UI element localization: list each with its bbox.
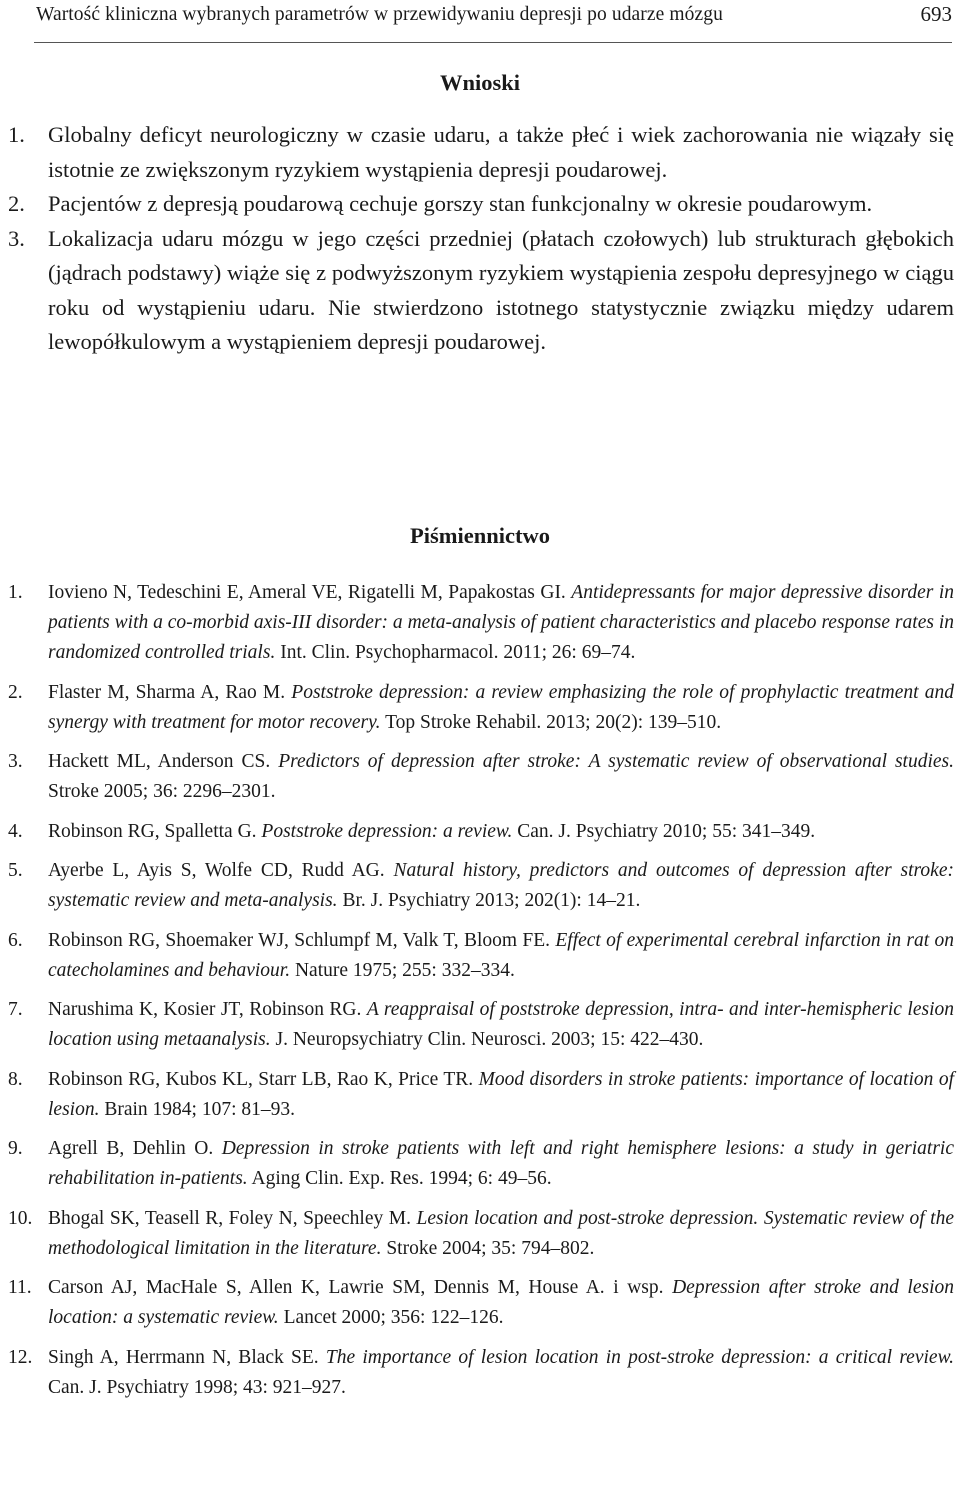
conclusion-item [8,118,954,187]
reference-source: Lancet 2000; 356: 122–126. [283,1307,504,1328]
conclusion-number: 1. [8,122,25,147]
reference-authors: Hackett ML, Anderson CS. [48,751,271,772]
conclusion-item [8,187,954,222]
reference-source: Stroke 2004; 35: 794–802. [386,1237,595,1259]
reference-title: Mood disorders in stroke patients: importance of location of lesion. [48,1068,955,1120]
reference-number: 6. [8,929,23,951]
conclusion-number: 3. [8,225,25,251]
reference-item [8,926,954,986]
reference-number: 3. [8,751,23,772]
conclusion-text: Pacjentów z depresją poudarową cechuje gorszy stan funkcjonalny w okresie poudarowym. [48,191,873,216]
reference-item [8,747,954,807]
reference-title: Effect of experimental cerebral infarction in rat on catecholamines and behaviour. [48,929,955,981]
reference-authors: Robinson RG, Kubos KL, Starr LB, Rao K, Price TR. [48,1068,474,1090]
reference-title: Poststroke depression: a review emphasizing the role of prophylactic treatment and synergy with treatment for motor recovery. [48,681,954,733]
reference-number: 2. [8,681,23,703]
reference-item [8,856,954,916]
running-header [0,0,960,42]
reference-authors: Agrell B, Dehlin O. [48,1138,214,1159]
reference-item [8,817,954,847]
reference-authors: Robinson RG, Shoemaker WJ, Schlumpf M, Valk T, Bloom FE. [48,929,551,951]
reference-number: 8. [8,1068,23,1090]
reference-source: Brain 1984; 107: 81–93. [104,1098,296,1120]
conclusions-heading: Wnioski [439,70,521,95]
reference-source: J. Neuropsychiatry Clin. Neurosci. 2003; 15: 422–430. [275,1029,704,1050]
reference-title: Antidepressants for major depressive disorder in patients with a co-morbid axis-III disorder: a meta-analysis of patient characteristics and placebo response rates in randomized controlled trials. [48,582,954,663]
reference-source: Int. Clin. Psychopharmacol. 2011; 26: 69–74. [280,642,636,663]
reference-source: Br. J. Psychiatry 2013; 202(1): 14–21. [342,890,641,911]
reference-item [8,1204,954,1264]
reference-authors: Singh A, Herrmann N, Black SE. [48,1346,319,1368]
reference-source: Can. J. Psychiatry 2010; 55: 341–349. [517,820,816,842]
reference-authors: Bhogal SK, Teasell R, Foley N, Speechley M. [48,1207,411,1229]
reference-authors: Robinson RG, Spalletta G. [48,820,257,842]
reference-number: 4. [8,820,23,842]
reference-title: Predictors of depression after stroke: A systematic review of observational studies. [278,751,955,772]
reference-number: 12. [8,1346,33,1368]
reference-item [8,678,954,738]
reference-authors: Carson AJ, MacHale S, Allen K, Lawrie SM, Dennis M, House A. i wsp. [48,1277,664,1298]
conclusion-item [8,222,954,360]
reference-title: Poststroke depression: a review. [261,820,513,842]
reference-number: 5. [8,860,23,881]
page-number: 693 [920,2,952,26]
header-rule [34,42,952,43]
reference-item [8,1343,954,1403]
reference-number: 11. [8,1277,32,1298]
running-title: Wartość kliniczna wybranych parametrów w przewidywaniu depresji po udarze mózgu [36,4,723,25]
reference-number: 1. [8,582,23,603]
reference-authors: Iovieno N, Tedeschini E, Ameral VE, Rigatelli M, Papakostas GI. [48,582,566,603]
reference-title: The importance of lesion location in post-stroke depression: a critical review. [325,1346,955,1368]
reference-list [8,578,954,1412]
reference-title: Depression in stroke patients with left and right hemisphere lesions: a study in geriatric rehabilitation in-patients. [48,1138,954,1189]
reference-source: Nature 1975; 255: 332–334. [294,959,515,981]
reference-source: Top Stroke Rehabil. 2013; 20(2): 139–510. [385,711,722,733]
reference-item [8,1065,954,1125]
reference-title: Lesion location and post-stroke depression. Systematic review of the methodological limitation in the literature. [48,1207,955,1259]
conclusion-text: Lokalizacja udaru mózgu w jego części przedniej (płatach czołowych) lub strukturach głębokich (jądrach podstawy) wiąże się z podwyższonym ryzykiem wystąpienia zespołu depresyjnego w ciągu roku od wystąpieniu udaru. Nie stwierdzono istotnego statystycznie związku między udarem lewopółkulowym a wystąpieniem depresji poudarowej. [48,225,954,354]
reference-source: Aging Clin. Exp. Res. 1994; 6: 49–56. [251,1168,552,1189]
reference-title: A reappraisal of poststroke depression, intra- and inter-hemispheric lesion location using metaanalysis. [48,999,954,1050]
reference-title: Natural history, predictors and outcomes of depression after stroke: systematic review and meta-analysis. [48,860,954,911]
reference-number: 7. [8,999,23,1020]
conclusion-text: Globalny deficyt neurologiczny w czasie udaru, a także płeć i wiek zachorowania nie wiązały się istotnie ze zwiększonym ryzykiem wystąpienia depresji poudarowej. [48,122,954,182]
reference-item [8,995,954,1055]
references-heading: Piśmiennictwo [410,523,550,548]
reference-number: 10. [8,1207,33,1229]
reference-item [8,1273,954,1333]
reference-item [8,1134,954,1194]
reference-authors: Narushima K, Kosier JT, Robinson RG. [48,999,362,1020]
conclusion-number: 2. [8,191,25,216]
reference-title: Depression after stroke and lesion location: a systematic review. [48,1277,955,1328]
reference-authors: Flaster M, Sharma A, Rao M. [48,681,286,703]
reference-number: 9. [8,1138,23,1159]
reference-item [8,578,954,668]
conclusions-list [8,118,954,360]
reference-authors: Ayerbe L, Ayis S, Wolfe CD, Rudd AG. [48,860,385,881]
reference-source: Stroke 2005; 36: 2296–2301. [48,781,276,802]
reference-source: Can. J. Psychiatry 1998; 43: 921–927. [48,1376,346,1398]
